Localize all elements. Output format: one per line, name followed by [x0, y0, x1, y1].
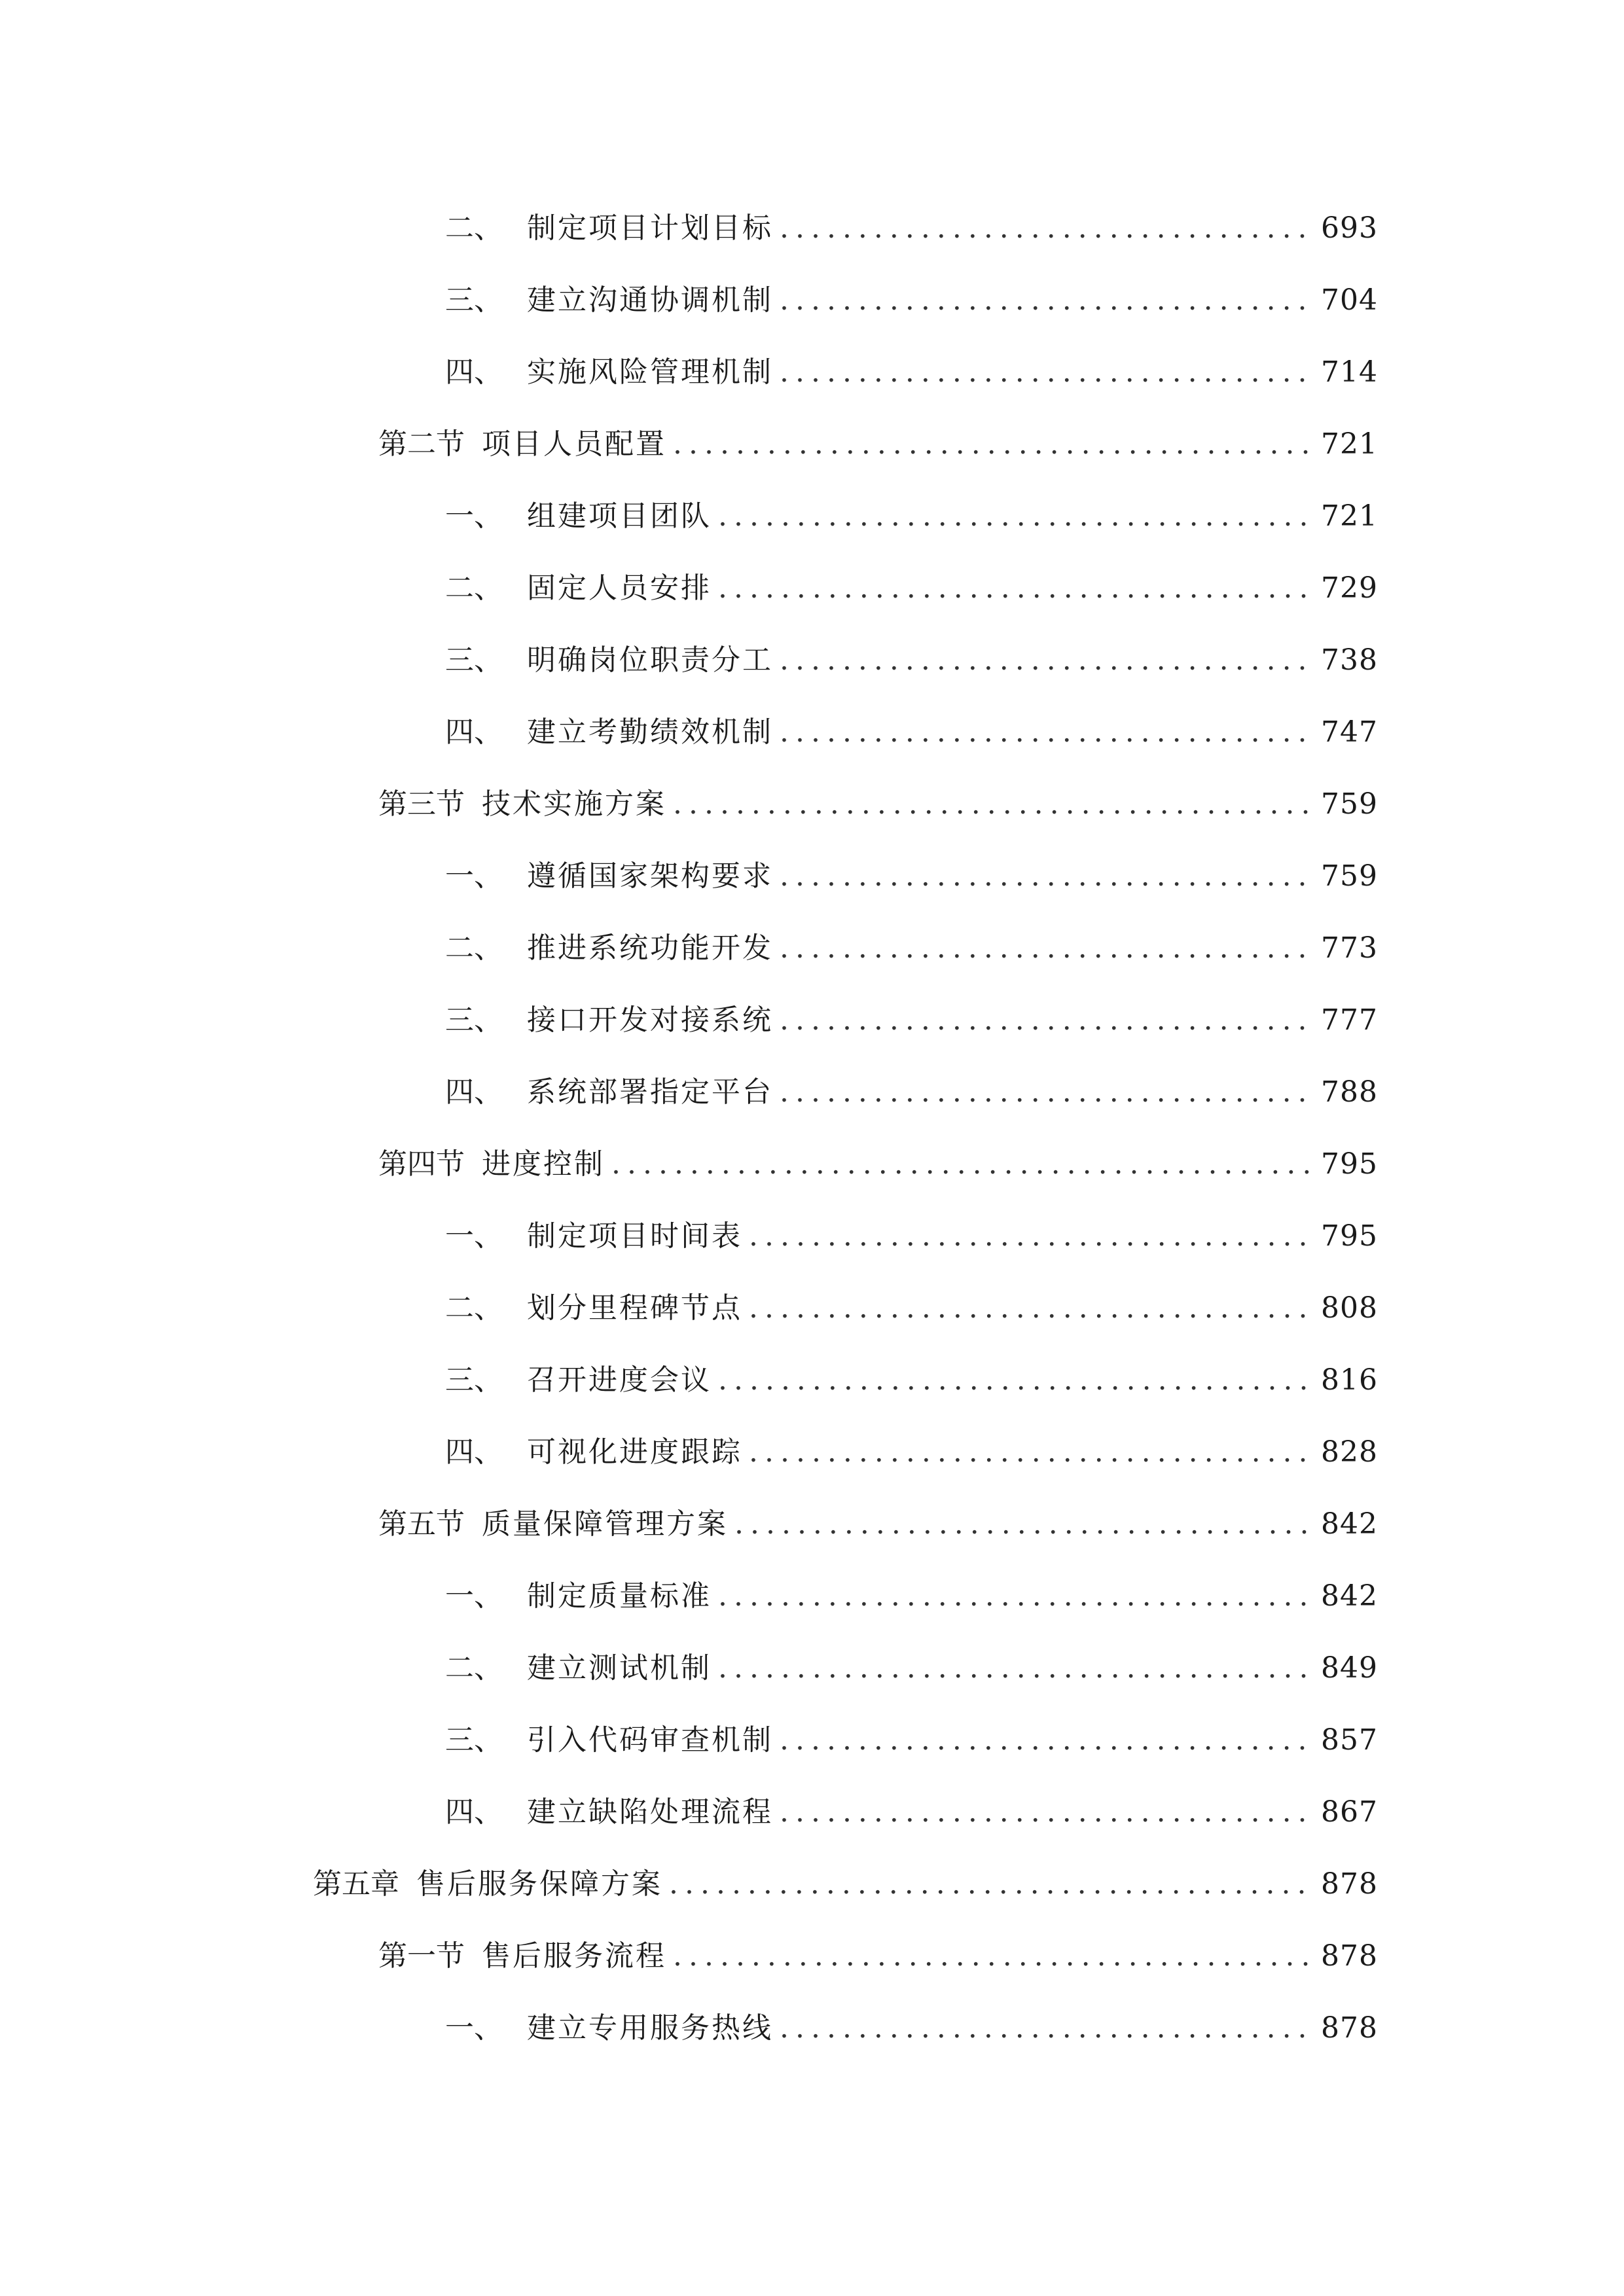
- toc-entry[interactable]: [445, 1786, 1378, 1839]
- toc-entry-number: 三、: [445, 643, 503, 677]
- toc-entry-title: 引入代码审查机制: [527, 1723, 773, 1757]
- toc-entry-number: 二、: [445, 931, 503, 965]
- toc-entry-title: 建立测试机制: [527, 1651, 712, 1685]
- dot-leader: [749, 1210, 1312, 1263]
- toc-entry-page: 729: [1321, 571, 1378, 605]
- dot-leader: [611, 1138, 1312, 1191]
- toc-entry[interactable]: [378, 1930, 1378, 1982]
- dot-leader: [673, 1930, 1312, 1982]
- toc-entry[interactable]: [378, 1498, 1378, 1551]
- toc-entry-page: 878: [1321, 1939, 1378, 1973]
- toc-entry[interactable]: [445, 1642, 1378, 1695]
- toc-entry[interactable]: [445, 1354, 1378, 1407]
- toc-entry[interactable]: [445, 202, 1378, 255]
- dot-leader: [780, 922, 1312, 975]
- toc-entry-title: 划分里程碑节点: [527, 1291, 742, 1325]
- toc-entry-title: 质量保障管理方案: [482, 1507, 728, 1541]
- toc-entry-number: 二、: [445, 1291, 503, 1325]
- toc-entry-title: 可视化进度跟踪: [527, 1435, 742, 1469]
- toc-entry-page: 704: [1321, 283, 1378, 317]
- toc-entry[interactable]: [445, 706, 1378, 759]
- toc-entry[interactable]: [378, 778, 1378, 831]
- toc-entry-title: 售后服务保障方案: [416, 1867, 662, 1901]
- toc-entry[interactable]: [445, 1282, 1378, 1335]
- toc-entry-page: 721: [1321, 427, 1378, 461]
- toc-entry-number: 第三节: [378, 787, 465, 821]
- toc-entry-title: 建立缺陷处理流程: [527, 1795, 773, 1829]
- toc-entry[interactable]: [445, 1426, 1378, 1479]
- toc-entry-number: 第四节: [378, 1147, 465, 1181]
- toc-entry-title: 实施风险管理机制: [527, 355, 773, 389]
- toc-entry-page: 878: [1321, 1867, 1378, 1901]
- toc-entry[interactable]: [445, 562, 1378, 615]
- toc-entry-title: 进度控制: [482, 1147, 605, 1181]
- dot-leader: [780, 202, 1312, 255]
- toc-entry-number: 一、: [445, 2011, 503, 2045]
- toc-entry-number: 一、: [445, 859, 503, 893]
- toc-entry-title: 固定人员安排: [527, 571, 712, 605]
- toc-entry-page: 828: [1321, 1435, 1378, 1469]
- toc-entry-page: 738: [1321, 643, 1378, 677]
- toc-entry-number: 二、: [445, 211, 503, 245]
- dot-leader: [718, 1354, 1312, 1407]
- toc-entry[interactable]: [445, 1066, 1378, 1119]
- toc-entry-title: 组建项目团队: [527, 499, 712, 533]
- dot-leader: [673, 778, 1312, 831]
- toc-entry-page: 795: [1321, 1147, 1378, 1181]
- dot-leader: [780, 346, 1312, 399]
- dot-leader: [780, 850, 1312, 903]
- dot-leader: [718, 490, 1312, 543]
- toc-entry[interactable]: [313, 1858, 1378, 1910]
- toc-entry-number: 三、: [445, 1003, 503, 1037]
- dot-leader: [780, 1714, 1312, 1767]
- toc-entry[interactable]: [445, 274, 1378, 327]
- toc-entry[interactable]: [378, 1138, 1378, 1191]
- toc-entry-page: 714: [1321, 355, 1378, 389]
- toc-entry-page: 777: [1321, 1003, 1378, 1037]
- toc-entry[interactable]: [445, 634, 1378, 687]
- toc-entry-number: 四、: [445, 1435, 503, 1469]
- toc-entry-page: 773: [1321, 931, 1378, 965]
- toc-entry-title: 制定项目计划目标: [527, 211, 773, 245]
- toc-entry-page: 878: [1321, 2011, 1378, 2045]
- toc-entry-title: 建立沟通协调机制: [527, 283, 773, 317]
- toc-entry-number: 三、: [445, 1363, 503, 1397]
- toc-entry-number: 第五章: [313, 1867, 399, 1901]
- dot-leader: [718, 1570, 1312, 1623]
- toc-entry-number: 一、: [445, 499, 503, 533]
- dot-leader: [718, 562, 1312, 615]
- toc-entry-number: 第一节: [378, 1939, 465, 1973]
- toc-entry-number: 第二节: [378, 427, 465, 461]
- dot-leader: [780, 634, 1312, 687]
- toc-entry[interactable]: [378, 418, 1378, 471]
- dot-leader: [780, 2002, 1312, 2054]
- toc-entry-page: 759: [1321, 787, 1378, 821]
- toc-entry[interactable]: [445, 1210, 1378, 1263]
- toc-entry-title: 系统部署指定平台: [527, 1075, 773, 1109]
- dot-leader: [749, 1426, 1312, 1479]
- toc-entry-title: 建立考勤绩效机制: [527, 715, 773, 749]
- toc-entry-title: 召开进度会议: [527, 1363, 712, 1397]
- toc-entry-page: 759: [1321, 859, 1378, 893]
- dot-leader: [749, 1282, 1312, 1335]
- toc-entry-title: 技术实施方案: [482, 787, 666, 821]
- toc-entry-number: 三、: [445, 283, 503, 317]
- toc-entry-page: 795: [1321, 1219, 1378, 1253]
- toc-entry-number: 一、: [445, 1579, 503, 1613]
- dot-leader: [780, 1786, 1312, 1839]
- toc-entry-page: 747: [1321, 715, 1378, 749]
- dot-leader: [734, 1498, 1312, 1551]
- toc-entry-page: 842: [1321, 1507, 1378, 1541]
- toc-entry-page: 808: [1321, 1291, 1378, 1325]
- toc-entry[interactable]: [445, 490, 1378, 543]
- toc-entry-number: 四、: [445, 355, 503, 389]
- dot-leader: [673, 418, 1312, 471]
- toc-entry-page: 857: [1321, 1723, 1378, 1757]
- toc-entry-title: 遵循国家架构要求: [527, 859, 773, 893]
- dot-leader: [780, 274, 1312, 327]
- toc-entry[interactable]: [445, 994, 1378, 1047]
- dot-leader: [718, 1642, 1312, 1695]
- dot-leader: [669, 1858, 1312, 1910]
- toc-entry-page: 816: [1321, 1363, 1378, 1397]
- toc-entry-title: 推进系统功能开发: [527, 931, 773, 965]
- toc-entry-number: 四、: [445, 715, 503, 749]
- toc-entry-number: 二、: [445, 571, 503, 605]
- dot-leader: [780, 1066, 1312, 1119]
- toc-entry-number: 一、: [445, 1219, 503, 1253]
- toc-entry-number: 四、: [445, 1795, 503, 1829]
- toc-entry[interactable]: [445, 1570, 1378, 1623]
- toc-entry-page: 842: [1321, 1579, 1378, 1613]
- toc-entry-title: 制定项目时间表: [527, 1219, 742, 1253]
- toc-entry-page: 849: [1321, 1651, 1378, 1685]
- toc-entry-title: 建立专用服务热线: [527, 2011, 773, 2045]
- toc-entry[interactable]: [445, 2002, 1378, 2054]
- toc-entry[interactable]: [445, 346, 1378, 399]
- toc-entry-title: 明确岗位职责分工: [527, 643, 773, 677]
- toc-entry-title: 售后服务流程: [482, 1939, 666, 1973]
- dot-leader: [780, 994, 1312, 1047]
- toc-entry-title: 项目人员配置: [482, 427, 666, 461]
- toc-entry-page: 867: [1321, 1795, 1378, 1829]
- toc-entry[interactable]: [445, 850, 1378, 903]
- toc-entry-number: 二、: [445, 1651, 503, 1685]
- toc-entry[interactable]: [445, 922, 1378, 975]
- toc-entry-page: 721: [1321, 499, 1378, 533]
- toc-entry[interactable]: [445, 1714, 1378, 1767]
- toc-entry-number: 三、: [445, 1723, 503, 1757]
- toc-entry-title: 制定质量标准: [527, 1579, 712, 1613]
- toc-entry-title: 接口开发对接系统: [527, 1003, 773, 1037]
- toc-entry-number: 第五节: [378, 1507, 465, 1541]
- toc-entry-number: 四、: [445, 1075, 503, 1109]
- toc-entry-page: 788: [1321, 1075, 1378, 1109]
- toc-entry-page: 693: [1321, 211, 1378, 245]
- dot-leader: [780, 706, 1312, 759]
